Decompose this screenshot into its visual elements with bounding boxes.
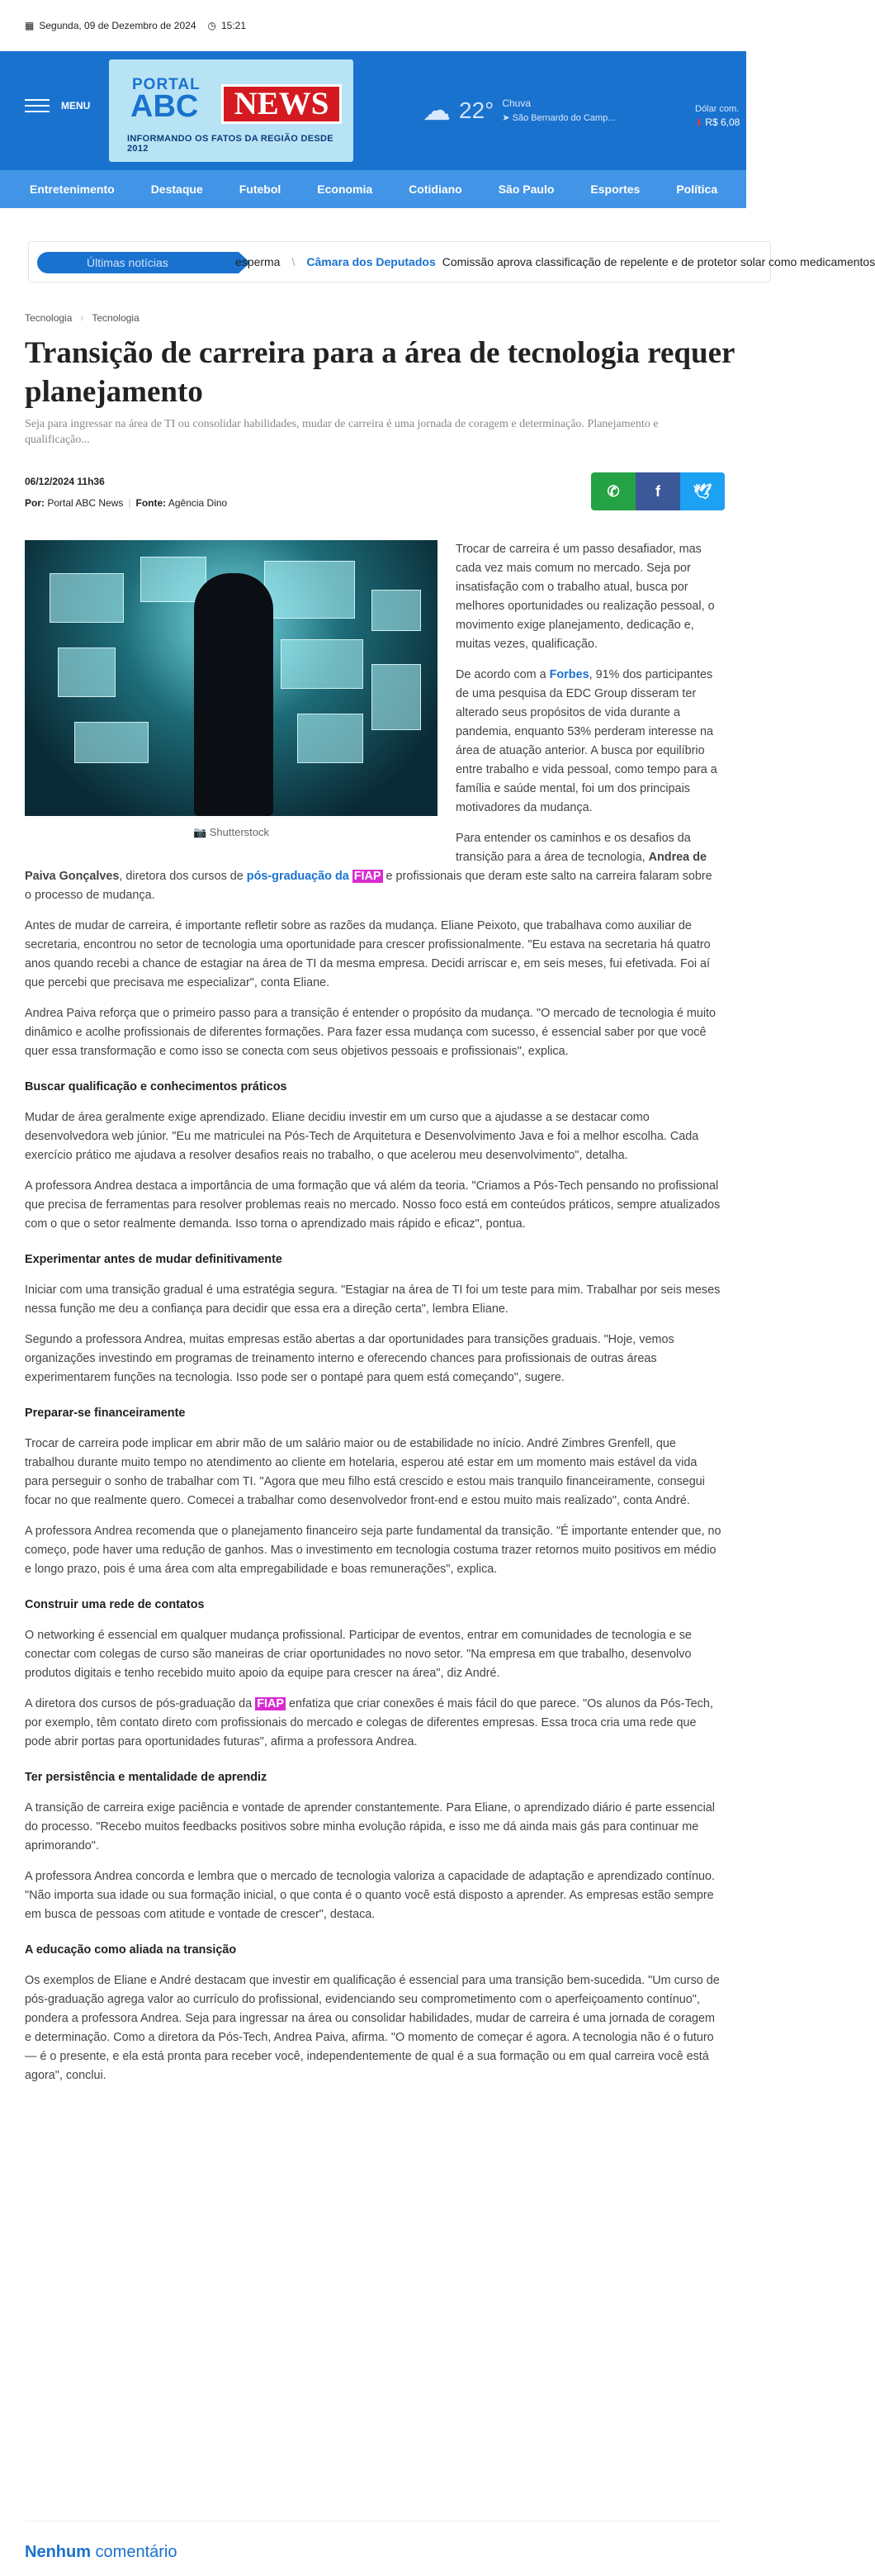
nav-item[interactable]: Política [676,183,718,196]
comments-count: Nenhum [25,2543,91,2561]
menu-label: MENU [61,100,91,111]
author-label: Por: [25,497,45,509]
ticker-item[interactable]: Comissão aprova classificação de repelente e de protetor solar como medicamentos [442,255,875,268]
paragraph: A transição de carreira exige paciência e vontade de aprender constantemente. Para Eliane, o aprendizado diário é parte essencial do processo. "Recebo muitos feedbacks positivos sobre minha evolução rápida, e isso me dá ainda mais gás para continuar me aprimorando". [25,1801,715,1853]
hamburger-icon [25,97,50,114]
cloud-icon: ☁ [423,94,451,127]
current-time: 15:21 [220,20,247,31]
ticker-item[interactable]: esperma [235,255,281,268]
comments-label: comentário [91,2543,177,2561]
fiap-link[interactable]: pós-graduação da [246,870,352,883]
clock-icon: ◷ [207,20,216,31]
paragraph: Iniciar com uma transição gradual é uma estratégia segura. "Estagiar na área de TI foi um teste para mim. Trabalhar por seis meses nessa função me deu a confiança para decidir que essa era a direção certa", lembra Eliane. [25,1283,721,1316]
dollar-label: Dólar com. [695,104,740,114]
site-header [0,51,746,170]
logo-news: NEWS [221,84,342,124]
article-figure [25,540,438,842]
nav-item[interactable]: Futebol [239,183,281,196]
weather-widget[interactable] [423,96,615,126]
facebook-icon: f [655,482,660,500]
section-heading: Buscar qualificação e conhecimentos práticos [25,1080,287,1093]
article-title: Transição de carreira para a área de tecnologia requer planejamento [25,336,735,409]
section-heading: Preparar-se financeiramente [25,1407,186,1420]
whatsapp-icon: ✆ [607,482,620,500]
ticker-items[interactable]: esperma \ Câmara dos Deputados Comissão aprova classificação de repelente e de protetor solar como medicamentos [235,255,875,268]
camera-icon: 📷 [192,827,207,839]
article-author[interactable]: Portal ABC News [47,497,124,509]
twitter-icon: 🕊 [693,482,712,500]
logo-portal: PORTAL [132,76,201,93]
logo-tagline: INFORMANDO OS FATOS DA REGIÃO DESDE 2012 [127,134,333,154]
share-buttons [591,472,725,510]
section-heading: Experimentar antes de mudar definitivamente [25,1253,282,1266]
calendar-icon: ▦ [25,20,35,31]
paragraph: Andrea Paiva reforça que o primeiro passo para a transição é entender o propósito da mudança. "O mercado de tecnologia é muito dinâmico e acolhe profissionais de diferentes formações. Para fazer essa mudança com sucesso, é essencial saber por que você quer essa transformação e como isso se conecta com seus objetivos pessoais e profissionais", explica. [25,1007,717,1058]
section-heading: A educação como aliada na transição [25,1943,237,1957]
news-ticker [28,241,875,282]
section-heading: Ter persistência e mentalidade de aprendiz [25,1771,267,1784]
nav-item[interactable]: Destaque [150,183,203,196]
dollar-value: R$ 6,08 [705,116,740,128]
article-date: 06/12/2024 11h36 [25,476,105,487]
paragraph: A professora Andrea concorda e lembra que o mercado de tecnologia valoriza a capacidade de adaptação e aprendizado contínuo. "Não importa sua idade ou sua formação inicial, o que conta é o quanto você está disposto a aprender. As empresas estão sempre em busca de pessoas com atitude e vontade de crescer", destaca. [25,1870,716,1921]
paragraph: A professora Andrea recomenda que o planejamento financeiro seja parte fundamental da transição. "É importante entender que, no começo, pode haver uma redução de ganhos. Mas o investimento em tecnologia costuma trazer retornos muito positivos em médio e longo prazo, pois é uma área com alta empregabilidade e boas remunerações", explica. [25,1525,721,1576]
site-logo[interactable] [109,59,353,162]
article-source: Agência Dino [168,497,228,509]
breadcrumb-item[interactable]: Tecnologia [92,312,140,324]
paragraph: Os exemplos de Eliane e André destacam que investir em qualificação é essencial para uma transição bem-sucedida. "Um curso de pós-graduação agrega valor ao currículo do profissional, evidenciando seu comprometimento com o aperfeiçoamento contínuo", pondera a professora Andrea. Seja para ingressar na área ou consolidar habilidades, mudar de carreira é uma jornada de coragem e determinação. Como a diretora da Pós-Tech, Andrea Paiva, afirma. "O momento de começar é agora. A tecnologia não é o futuro — é o presente, e ela está pronta para receber você, independentemente de qual é a sua formação ou em qual carreira você está agora", conclui. [25,1974,720,2082]
paragraph: Trocar de carreira pode implicar em abrir mão de um salário maior ou de estabilidade no início. André Zimbres Grenfell, que trabalhou durante muito tempo no atendimento ao cliente em hotelaria, esperou até estar em um momento mais estável da vida para perseguir o sonho de trabalhar com TI. "Agora que meu filho está crescido e estou mais tranquilo financeiramente, consegui focar no que realmente quero. Comecei a trabalhar como desenvolvedor front-end e estou muito mais realizado", conta André. [25,1437,705,1507]
paragraph: Mudar de área geralmente exige aprendizado. Eliane decidiu investir em um curso que a ajudasse a se destacar como desenvolvedora web júnior. "Eu me matriculei na Pós-Tech de Arquitetura e Desenvolvimento Java e foi a melhor escolha. Cada exercício prático me ajudava a resolver desafios reais no trabalho, o que acelerou meu desenvolvimento", detalha. [25,1111,699,1162]
breadcrumb: Tecnologia › Tecnologia [25,312,140,324]
article-subtitle: Seja para ingressar na área de TI ou consolidar habilidades, mudar de carreira é uma jornada de coragem e determinação. Planejamento e qualificação... [25,418,659,446]
article-meta: 06/12/2024 11h36 Por: Portal ABC News | Fonte: Agência Dino [25,476,228,509]
paragraph: Antes de mudar de carreira, é importante refletir sobre as razões da mudança. Eliane Peixoto, que trabalhava como auxiliar de secretaria, encontrou no setor de tecnologia uma oportunidade para crescer profissionalmente. "Eu estava na secretaria há quatro anos quando recebi a chance de estagiar na área de TI da mesma empresa. Decidi arriscar e, em seis meses, fui efetivada. Foi aí que percebi que precisava me especializar", conta Eliane. [25,919,711,989]
paragraph: Trocar de carreira é um passo desafiador, mas cada vez mais comum no mercado. Seja por insatisfação com o trabalho atual, busca por melhores oportunidades ou realização pessoal, o movimento exige planejamento, dedicação e, muitas vezes, qualificação. [456,543,715,651]
whatsapp-share-button[interactable] [591,472,636,510]
current-date: Segunda, 09 de Dezembro de 2024 [39,20,196,31]
top-bar [0,0,746,51]
paragraph: Segundo a professora Andrea, muitas empresas estão abertas a dar oportunidades para transições graduais. "Hoje, vemos organizações investindo em programas de treinamento interno e oferecendo chances para profissionais de outras áreas experimentarem funções na tecnologia. Isso pode ser o pontapé para quem está começando", sugere. [25,1333,674,1384]
nav-item[interactable]: Esportes [590,183,641,196]
weather-location: São Bernardo do Camp... [512,113,616,123]
comments-heading [25,2521,721,2562]
breadcrumb-item[interactable]: Tecnologia [25,312,73,324]
paragraph: O networking é essencial em qualquer mudança profissional. Participar de eventos, entrar em comunidades de tecnologia e se conectar com colegas de curso são maneiras de criar oportunidades no novo setor. "Na empresa em que trabalho, desenvolvo produtos digitais e tenho recebido muito apoio da equipe para crescer na área", diz André. [25,1629,692,1680]
paragraph: Para entender os caminhos e os desafios da transição para a área de tecnologia, Andrea de Paiva Gonçalves, diretora dos cursos de pós-graduação da FIAP e profissionais que deram este salto na carreira falaram sobre o processo de mudança. [25,832,712,902]
dollar-widget [695,102,740,130]
ticker-source[interactable]: Câmara dos Deputados [306,255,436,268]
weather-temp: 22° [459,97,494,123]
paragraph: De acordo com a Forbes, 91% dos participantes de uma pesquisa da EDC Group disseram ter alterado seus propósitos de vida durante a pandemia, enquanto 53% perderam interesse na área de atuação anterior. A busca por equilíbrio entre trabalho e vida pessoal, como tempo para a família e saúde mental, foi um dos principais motivadores da mudança. [456,668,717,814]
nav-item[interactable]: Entretenimento [30,183,115,196]
source-label: Fonte: [135,497,167,509]
forbes-link[interactable]: Forbes [549,668,589,681]
article-photo[interactable] [25,540,438,816]
paragraph: A professora Andrea destaca a importância de uma formação que vá além da teoria. "Criamos a Pós-Tech pensando no profissional que precisa de ferramentas para resolver problemas reais no mercado. Nosso foco está em conteúdos práticos, sempre atualizados com o que o setor realmente demanda. Isso torna o aprendizado mais rápido e eficaz", pontua. [25,1179,721,1231]
twitter-share-button[interactable] [680,472,725,510]
section-heading: Construir uma rede de contatos [25,1598,205,1611]
nav-item[interactable]: Cotidiano [409,183,462,196]
ticker-label: Últimas notícias [37,252,239,273]
nav-item[interactable]: São Paulo [498,183,555,196]
person-name: Andrea de Paiva Gonçalves [25,851,707,883]
fiap-highlight[interactable]: FIAP [257,1697,284,1710]
article-body [25,540,721,2097]
photo-credit: Shutterstock [209,826,270,838]
fiap-highlight[interactable]: FIAP [353,870,381,883]
main-nav [0,170,746,208]
weather-condition: Chuva [502,97,532,109]
arrow-down-icon: ⬇ [695,117,703,128]
paragraph: A diretora dos cursos de pós-graduação da FIAP enfatiza que criar conexões é mais fácil do que parece. "Os alunos da Pós-Tech, por exemplo, têm contato direto com profissionais do mercado e colegas de diferentes empresas. Essa troca cria uma rede que pode abrir portas para oportunidades futuras", afirma a professora Andrea. [25,1697,713,1748]
menu-button[interactable] [25,97,90,114]
facebook-share-button[interactable] [636,472,680,510]
nav-item[interactable]: Economia [317,183,373,196]
location-arrow-icon: ➤ [502,112,510,123]
logo-abc: ABC [130,89,199,124]
